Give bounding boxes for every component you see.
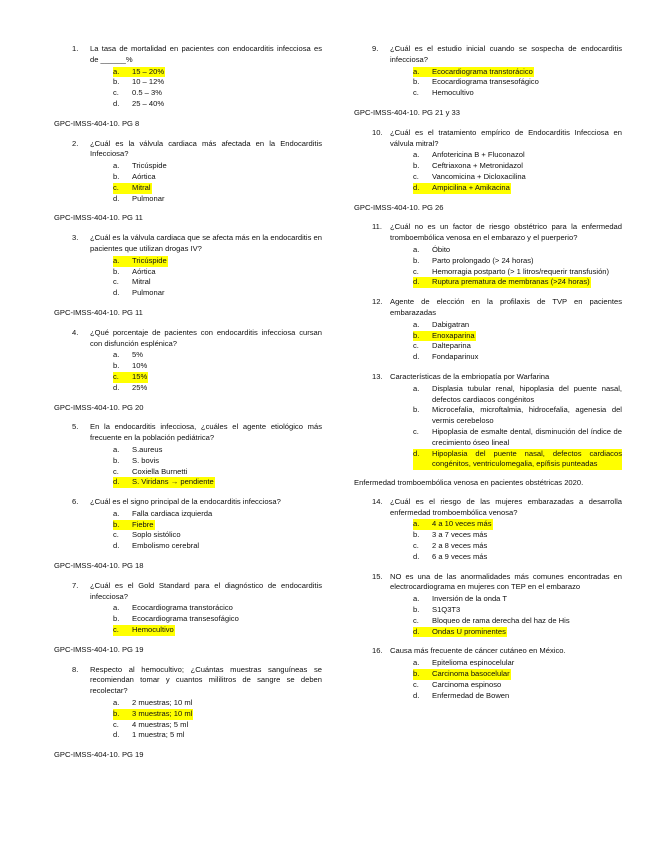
option-text: Fiebre <box>132 519 154 529</box>
question-text: ¿Cuál no es un factor de riesgo obstétrico para la enfermedad tromboembólica venosa en el embarazo y el puerperio? <box>390 222 622 243</box>
answer-option <box>54 361 322 372</box>
option-text: 2 a 8 veces más <box>432 541 488 551</box>
option-letter: c. <box>113 466 119 476</box>
option-text: Coxiella Burnetti <box>132 466 188 476</box>
option-letter: b. <box>113 455 120 465</box>
option-letter: b. <box>113 171 120 181</box>
option-text: Óbito <box>432 244 451 254</box>
highlighted-answer <box>354 627 622 638</box>
question-number: 15. <box>372 571 383 581</box>
highlighted-answer <box>354 449 622 471</box>
option-text: 15 – 20% <box>132 66 165 76</box>
answer-option <box>54 603 322 614</box>
question-number: 14. <box>372 496 383 506</box>
option-letter: b. <box>413 530 420 540</box>
options-list <box>354 658 622 701</box>
answer-option <box>354 77 622 88</box>
highlighted-answer <box>54 709 322 720</box>
question-number: 12. <box>372 297 383 307</box>
option-text: Hemorragia postparto (> 1 litros/requerir transfusión) <box>432 266 610 276</box>
option-text: Carcinoma espinoso <box>432 679 502 689</box>
option-letter: c. <box>413 426 419 436</box>
option-letter: a. <box>113 698 120 708</box>
option-text: Pulmonar <box>132 193 165 203</box>
question-text: La tasa de mortalidad en pacientes con endocarditis infecciosa es de ______% <box>90 44 322 64</box>
option-text: 25% <box>132 382 148 392</box>
answer-option <box>54 541 322 552</box>
options-list <box>354 519 622 562</box>
reference-citation: GPC-IMSS-404-10. PG 20 <box>54 402 144 412</box>
answer-option <box>54 730 322 741</box>
answer-option <box>54 99 322 110</box>
answer-option <box>354 680 622 691</box>
option-letter: c. <box>113 183 131 194</box>
option-text: Soplo sistólico <box>132 530 181 540</box>
option-letter: b. <box>113 709 131 720</box>
right-column <box>354 44 622 701</box>
options-list <box>54 445 322 488</box>
answer-option <box>354 541 622 552</box>
answer-option <box>54 267 322 278</box>
option-text: Aórtica <box>132 171 156 181</box>
option-letter: c. <box>113 372 131 383</box>
question-block <box>354 128 622 194</box>
question-block <box>354 44 622 99</box>
option-letter: b. <box>413 255 420 265</box>
option-text: Microcefalia, microftalmia, hidrocefalia, agenesia del vermis cerebeloso <box>432 405 622 426</box>
options-list <box>54 603 322 635</box>
option-letter: d. <box>113 98 120 108</box>
reference-citation: GPC-IMSS-404-10. PG 19 <box>54 750 144 760</box>
question-block <box>354 222 622 288</box>
answer-option <box>54 456 322 467</box>
option-letter: c. <box>413 615 419 625</box>
question-number: 13. <box>372 371 383 381</box>
question-block <box>354 372 622 470</box>
option-text: Hipoplasia del puente nasal, defectos cardiacos congénitos, ventriculomegalia, epífisis punteadas <box>432 448 622 469</box>
question-number: 2. <box>72 138 79 148</box>
question <box>354 222 622 244</box>
option-letter: d. <box>413 449 431 471</box>
spacer <box>54 488 322 497</box>
option-letter: a. <box>113 67 131 78</box>
option-text: 10 – 12% <box>132 77 165 87</box>
option-text: Bloqueo de rama derecha del haz de His <box>432 615 570 625</box>
question <box>54 44 322 66</box>
question-number: 7. <box>72 580 79 590</box>
option-text: Ecocardiograma transtorácico <box>432 66 533 76</box>
answer-option <box>354 594 622 605</box>
answer-option <box>54 445 322 456</box>
option-text: Falla cardiaca izquierda <box>132 508 213 518</box>
highlighted-answer <box>54 183 322 194</box>
option-text: Hemocultivo <box>432 88 474 98</box>
option-text: Displasia tubular renal, hipoplasia del puente nasal, defectos cardiacos congénitos <box>432 383 622 404</box>
option-text: Vancomicina + Dicloxacilina <box>432 171 526 181</box>
option-letter: d. <box>413 183 431 194</box>
option-letter: a. <box>413 67 431 78</box>
answer-option <box>54 194 322 205</box>
question-text: ¿Cuál es la válvula cardiaca más afectada en la Endocarditis Infecciosa? <box>90 138 322 159</box>
reference-citation: GPC-IMSS-404-10. PG 11 <box>54 213 143 223</box>
option-letter: b. <box>413 669 431 680</box>
answer-option <box>354 320 622 331</box>
option-text: 4 a 10 veces más <box>432 519 492 529</box>
option-text: Ecocardiograma transesofágico <box>432 77 539 87</box>
question-block <box>54 328 322 394</box>
question <box>54 665 322 697</box>
answer-option <box>354 658 622 669</box>
question-text: Agente de elección en la profilaxis de TVP en pacientes embarazadas <box>390 297 622 317</box>
left-column <box>54 44 322 770</box>
option-text: Anfotericina B + Fluconazol <box>432 150 525 160</box>
question <box>354 497 622 519</box>
option-letter: b. <box>413 77 420 87</box>
option-letter: c. <box>113 88 119 98</box>
answer-option <box>54 467 322 478</box>
answer-option <box>354 405 622 427</box>
question-number: 8. <box>72 664 79 674</box>
highlighted-answer <box>354 331 622 342</box>
options-list <box>54 698 322 741</box>
question-text: ¿Cuál es la válvula cardiaca que se afecta más en la endocarditis en pacientes que utilizan drogas IV? <box>90 233 322 253</box>
option-text: Enoxaparina <box>432 330 475 340</box>
answer-option <box>354 245 622 256</box>
question-number: 5. <box>72 422 79 432</box>
option-text: 3 a 7 veces más <box>432 530 488 540</box>
answer-option <box>54 530 322 541</box>
highlighted-answer <box>54 67 322 78</box>
question-number: 3. <box>72 233 79 243</box>
option-letter: a. <box>413 658 420 668</box>
question-block <box>54 44 322 110</box>
option-letter: c. <box>113 277 119 287</box>
option-letter: b. <box>413 331 431 342</box>
answer-option <box>54 161 322 172</box>
question-block <box>54 581 322 636</box>
option-letter: c. <box>113 530 119 540</box>
option-letter: d. <box>113 541 120 551</box>
question-text: ¿Cuál es el signo principal de la endocarditis infecciosa? <box>90 497 281 507</box>
question-number: 16. <box>372 646 383 656</box>
option-text: Tricúspide <box>132 161 167 171</box>
option-text: 25 – 40% <box>132 98 165 108</box>
question-text: ¿Cuál es el tratamiento empírico de Endocarditis Infecciosa en válvula mitral? <box>390 127 622 148</box>
answer-option <box>354 552 622 563</box>
answer-option <box>354 691 622 702</box>
question <box>354 372 622 383</box>
question-text: Respecto al hemocultivo; ¿Cuántas muestras sanguíneas se recomiendan tomar y cuantos mililitros de sangre se deben recolectar? <box>90 664 322 696</box>
highlighted-answer <box>54 520 322 531</box>
question <box>54 328 322 350</box>
reference-citation: GPC-IMSS-404-10. PG 21 y 33 <box>354 107 460 117</box>
question <box>54 139 322 161</box>
question-text: NO es una de las anormalidades más comunes encontradas en electrocardiograma en mujeres con TEP en el embarazo <box>390 571 622 592</box>
option-text: Carcinoma basocelular <box>432 669 510 679</box>
option-letter: b. <box>413 405 420 415</box>
question-text: ¿Qué porcentaje de pacientes con endocarditis infecciosa cursan con disfunción esplénica? <box>90 327 322 348</box>
options-list <box>354 245 622 288</box>
options-list <box>54 67 322 110</box>
question <box>354 646 622 657</box>
option-text: Dabigatran <box>432 319 470 329</box>
option-text: Ampicilina + Amikacina <box>432 182 510 192</box>
question <box>54 581 322 603</box>
question <box>54 422 322 444</box>
question-text: ¿Cuál es el Gold Standard para el diagnóstico de endocarditis infecciosa? <box>90 580 322 601</box>
question <box>354 128 622 150</box>
option-letter: a. <box>413 244 420 254</box>
question-number: 1. <box>72 44 79 53</box>
option-letter: a. <box>113 161 120 171</box>
question <box>354 44 622 66</box>
question-number: 10. <box>372 127 383 137</box>
options-list <box>354 67 622 99</box>
answer-option <box>54 720 322 731</box>
answer-option <box>54 509 322 520</box>
option-text: Mitral <box>132 277 151 287</box>
option-letter: a. <box>113 350 120 360</box>
option-text: 10% <box>132 361 148 371</box>
question-text: En la endocarditis infecciosa, ¿cuáles el agente etiológico más frecuente en la población pediátrica? <box>90 422 322 443</box>
highlighted-answer <box>54 477 322 488</box>
option-text: Tricúspide <box>132 255 167 265</box>
question-block <box>354 297 622 363</box>
option-letter: d. <box>113 193 120 203</box>
options-list <box>354 150 622 193</box>
option-letter: a. <box>413 519 431 530</box>
highlighted-answer <box>354 183 622 194</box>
highlighted-answer <box>354 669 622 680</box>
reference-citation: GPC-IMSS-404-10. PG 11 <box>54 307 143 317</box>
question-block <box>54 665 322 742</box>
answer-option <box>354 530 622 541</box>
highlighted-answer <box>54 372 322 383</box>
options-list <box>54 161 322 204</box>
option-letter: b. <box>413 161 420 171</box>
answer-option <box>54 172 322 183</box>
options-list <box>354 594 622 637</box>
highlighted-answer <box>54 256 322 267</box>
option-letter: a. <box>413 383 420 393</box>
options-list <box>354 320 622 363</box>
option-text: Ecocardiograma transesofágico <box>132 614 239 624</box>
option-text: 2 muestras; 10 ml <box>132 698 193 708</box>
answer-option <box>354 352 622 363</box>
option-text: Hemocultivo <box>132 625 174 635</box>
option-text: 3 muestras; 10 ml <box>132 708 193 718</box>
spacer <box>354 288 622 297</box>
option-letter: d. <box>413 627 431 638</box>
option-letter: b. <box>113 266 120 276</box>
option-text: S. Viridans → pendiente <box>132 477 214 487</box>
option-letter: c. <box>413 541 419 551</box>
option-letter: d. <box>113 477 131 488</box>
option-text: Enfermedad de Bowen <box>432 690 510 700</box>
option-text: Aórtica <box>132 266 156 276</box>
option-letter: b. <box>413 605 420 615</box>
answer-option <box>54 77 322 88</box>
option-text: S. bovis <box>132 455 160 465</box>
question <box>54 497 322 508</box>
spacer <box>354 363 622 372</box>
answer-option <box>354 427 622 449</box>
option-letter: d. <box>413 352 420 362</box>
option-letter: b. <box>113 520 131 531</box>
highlighted-answer <box>354 277 622 288</box>
option-letter: d. <box>413 551 420 561</box>
option-letter: d. <box>113 730 120 740</box>
reference-citation: GPC-IMSS-404-10. PG 19 <box>54 644 144 654</box>
option-letter: c. <box>413 341 419 351</box>
option-letter: d. <box>113 382 120 392</box>
option-text: 0.5 – 3% <box>132 88 162 98</box>
option-letter: b. <box>113 614 120 624</box>
answer-option <box>54 614 322 625</box>
option-text: Ondas U prominentes <box>432 626 506 636</box>
answer-option <box>354 616 622 627</box>
option-text: 6 a 9 veces más <box>432 551 488 561</box>
reference-citation: GPC-IMSS-404-10. PG 18 <box>54 561 144 571</box>
option-letter: a. <box>413 150 420 160</box>
option-text: Ecocardiograma transtorácico <box>132 603 233 613</box>
option-text: Dalteparina <box>432 341 471 351</box>
option-letter: c. <box>113 719 119 729</box>
option-text: Hipoplasia de esmalte dental, disminución del índice de crecimiento óseo lineal <box>432 426 622 447</box>
option-letter: a. <box>113 256 131 267</box>
option-letter: d. <box>413 690 420 700</box>
options-list <box>354 384 622 470</box>
options-list <box>54 509 322 552</box>
option-text: Ruptura prematura de membranas (>24 horas) <box>432 277 590 287</box>
option-text: Epitelioma espinocelular <box>432 658 515 668</box>
option-text: Embolismo cerebral <box>132 541 200 551</box>
option-letter: c. <box>413 266 419 276</box>
question <box>54 233 322 255</box>
option-text: Ceftriaxona + Metronidazol <box>432 161 523 171</box>
question-block <box>54 233 322 299</box>
question-block <box>354 646 622 701</box>
option-text: S.aureus <box>132 444 163 454</box>
answer-option <box>354 341 622 352</box>
option-text: 15% <box>132 371 148 381</box>
option-letter: b. <box>113 77 120 87</box>
answer-option <box>354 384 622 406</box>
answer-option <box>54 383 322 394</box>
reference-citation: GPC-IMSS-404-10. PG 26 <box>354 202 444 212</box>
option-text: Mitral <box>132 182 151 192</box>
answer-option <box>54 88 322 99</box>
option-letter: d. <box>113 288 120 298</box>
question-text: ¿Cuál es el riesgo de las mujeres embarazadas a desarrolla enfermedad tromboembólica venosa? <box>390 496 622 517</box>
question-block <box>54 422 322 488</box>
question-number: 11. <box>372 222 382 232</box>
answer-option <box>354 161 622 172</box>
option-letter: a. <box>113 603 120 613</box>
option-letter: a. <box>113 444 120 454</box>
option-letter: c. <box>413 679 419 689</box>
option-text: 1 muestra; 5 ml <box>132 730 185 740</box>
answer-option <box>354 605 622 616</box>
option-text: Parto prolongado (> 24 horas) <box>432 255 534 265</box>
option-letter: c. <box>413 88 419 98</box>
option-text: S1Q3T3 <box>432 605 461 615</box>
question-block <box>354 572 622 638</box>
question-text: Características de la embriopatía por Warfarina <box>390 371 550 381</box>
answer-option <box>354 256 622 267</box>
option-text: Fondaparinux <box>432 352 479 362</box>
answer-option <box>54 277 322 288</box>
question <box>354 297 622 319</box>
question-number: 9. <box>372 44 379 53</box>
option-text: Pulmonar <box>132 288 165 298</box>
question-block <box>54 139 322 205</box>
highlighted-answer <box>354 519 622 530</box>
answer-option <box>354 88 622 99</box>
question-text: Causa más frecuente de cáncer cutáneo en México. <box>390 646 566 656</box>
question-block <box>354 497 622 563</box>
spacer <box>354 637 622 646</box>
question-number: 4. <box>72 327 79 337</box>
option-text: Inversión de la onda T <box>432 594 508 604</box>
spacer <box>354 563 622 572</box>
options-list <box>54 256 322 299</box>
answer-option <box>354 150 622 161</box>
option-letter: d. <box>413 277 431 288</box>
answer-option <box>54 288 322 299</box>
option-letter: c. <box>413 171 419 181</box>
option-text: 4 muestras; 5 ml <box>132 719 189 729</box>
question-text: ¿Cuál es el estudio inicial cuando se sospecha de endocarditis infecciosa? <box>390 44 622 64</box>
question <box>354 572 622 594</box>
option-letter: a. <box>413 319 420 329</box>
answer-option <box>54 350 322 361</box>
highlighted-answer <box>54 625 322 636</box>
answer-option <box>354 267 622 278</box>
section-heading: Enfermedad tromboembólica venosa en pacientes obstétricas 2020. <box>354 478 584 488</box>
options-list <box>54 350 322 393</box>
answer-option <box>54 698 322 709</box>
question-block <box>54 497 322 552</box>
highlighted-answer <box>354 67 622 78</box>
option-letter: a. <box>113 508 120 518</box>
reference-citation: GPC-IMSS-404-10. PG 8 <box>54 118 140 128</box>
answer-option <box>354 172 622 183</box>
option-letter: b. <box>113 361 120 371</box>
option-letter: a. <box>413 594 420 604</box>
option-letter: c. <box>113 625 131 636</box>
option-text: 5% <box>132 350 143 360</box>
question-number: 6. <box>72 497 79 507</box>
